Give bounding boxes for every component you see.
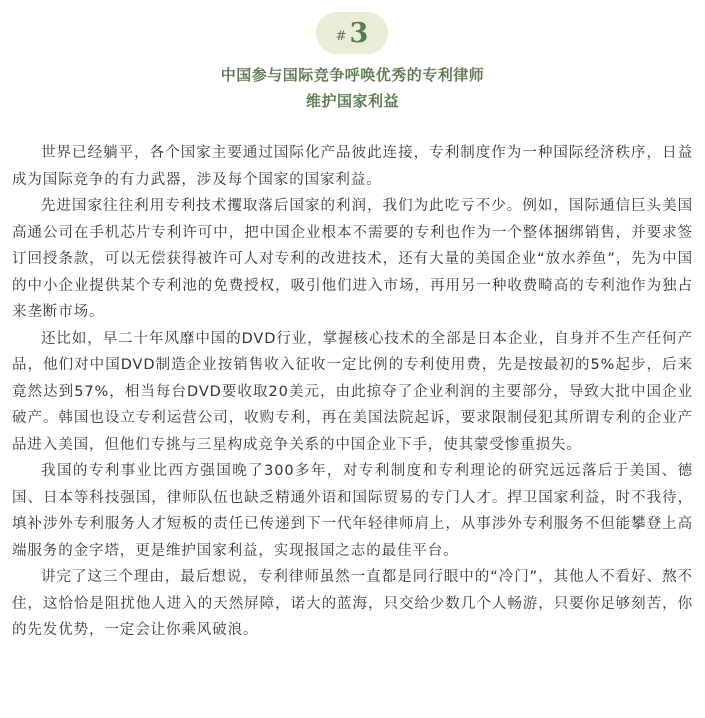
paragraph-1: 世界已经躺平，各个国家主要通过国际化产品彼此连接，专利制度作为一种国际经济秩序，日益成为国际竞争的有力武器，涉及每个国家的国家利益。 bbox=[12, 145, 693, 188]
section-title-line-2: 维护国家利益 bbox=[305, 92, 399, 110]
paragraph-3: 还比如，早二十年风靡中国的DVD行业，掌握核心技术的全部是日本企业，自身并不生产任何产品，他们对中国DVD制造企业按销售收入征收一定比例的专利使用费，先是按最初的5%起步，后来竟然达到57%，相当每台DVD要收取20美元，由此掠夺了企业利润的主要部分，导致大批中国企业破产。韩国也设立专利运营公司，收购专利，再在美国法院起诉，要求限制侵犯其所谓专利的企业产品进入美国，但他们专挑与三星构成竞争关系的中国企业下手，使其蒙受惨重损失。 bbox=[12, 330, 693, 453]
paragraph-5: 讲完了这三个理由，最后想说，专利律师虽然一直都是同行眼中的“冷门”，其他人不看好、熬不住，这恰恰是阻扰他人进入的天然屏障，诺大的蓝海，只交给少数几个人畅游，只要你足够刻苦，你的先发优势，一定会让你乘风破浪。 bbox=[12, 569, 693, 638]
hash-symbol: # bbox=[335, 28, 347, 44]
article-body bbox=[12, 140, 693, 644]
section-title-line-1: 中国参与国际竞争呼唤优秀的专利律师 bbox=[220, 66, 485, 84]
section-number-badge bbox=[316, 12, 388, 54]
paragraph-2: 先进国家往往利用专利技术攫取落后国家的利润，我们为此吃亏不少。例如，国际通信巨头美国高通公司在手机芯片专利许可中，把中国企业根本不需要的专利也作为一个整体捆绑销售，并要求签订回授条款，可以无偿获得被许可人对专利的改进技术，还有大量的美国企业“放水养鱼”，先为中国的中小企业提供某个专利池的免费授权，吸引他们进入市场，再用另一种收费畸高的专利池作为独占来垄断市场。 bbox=[12, 198, 693, 320]
paragraph-4: 我国的专利事业比西方强国晚了300多年，对专利制度和专利理论的研究远远落后于美国、德国、日本等科技强国，律师队伍也缺乏精通外语和国际贸易的专门人才。捍卫国家利益，时不我待，填补涉外专利服务人才短板的责任已传递到下一代年轻律师肩上，从事涉外专利服务不但能攀登上高端服务的金字塔，更是维护国家利益，实现报国之志的最佳平台。 bbox=[12, 463, 693, 559]
section-number bbox=[335, 17, 369, 49]
section-number-value: 3 bbox=[349, 17, 369, 49]
